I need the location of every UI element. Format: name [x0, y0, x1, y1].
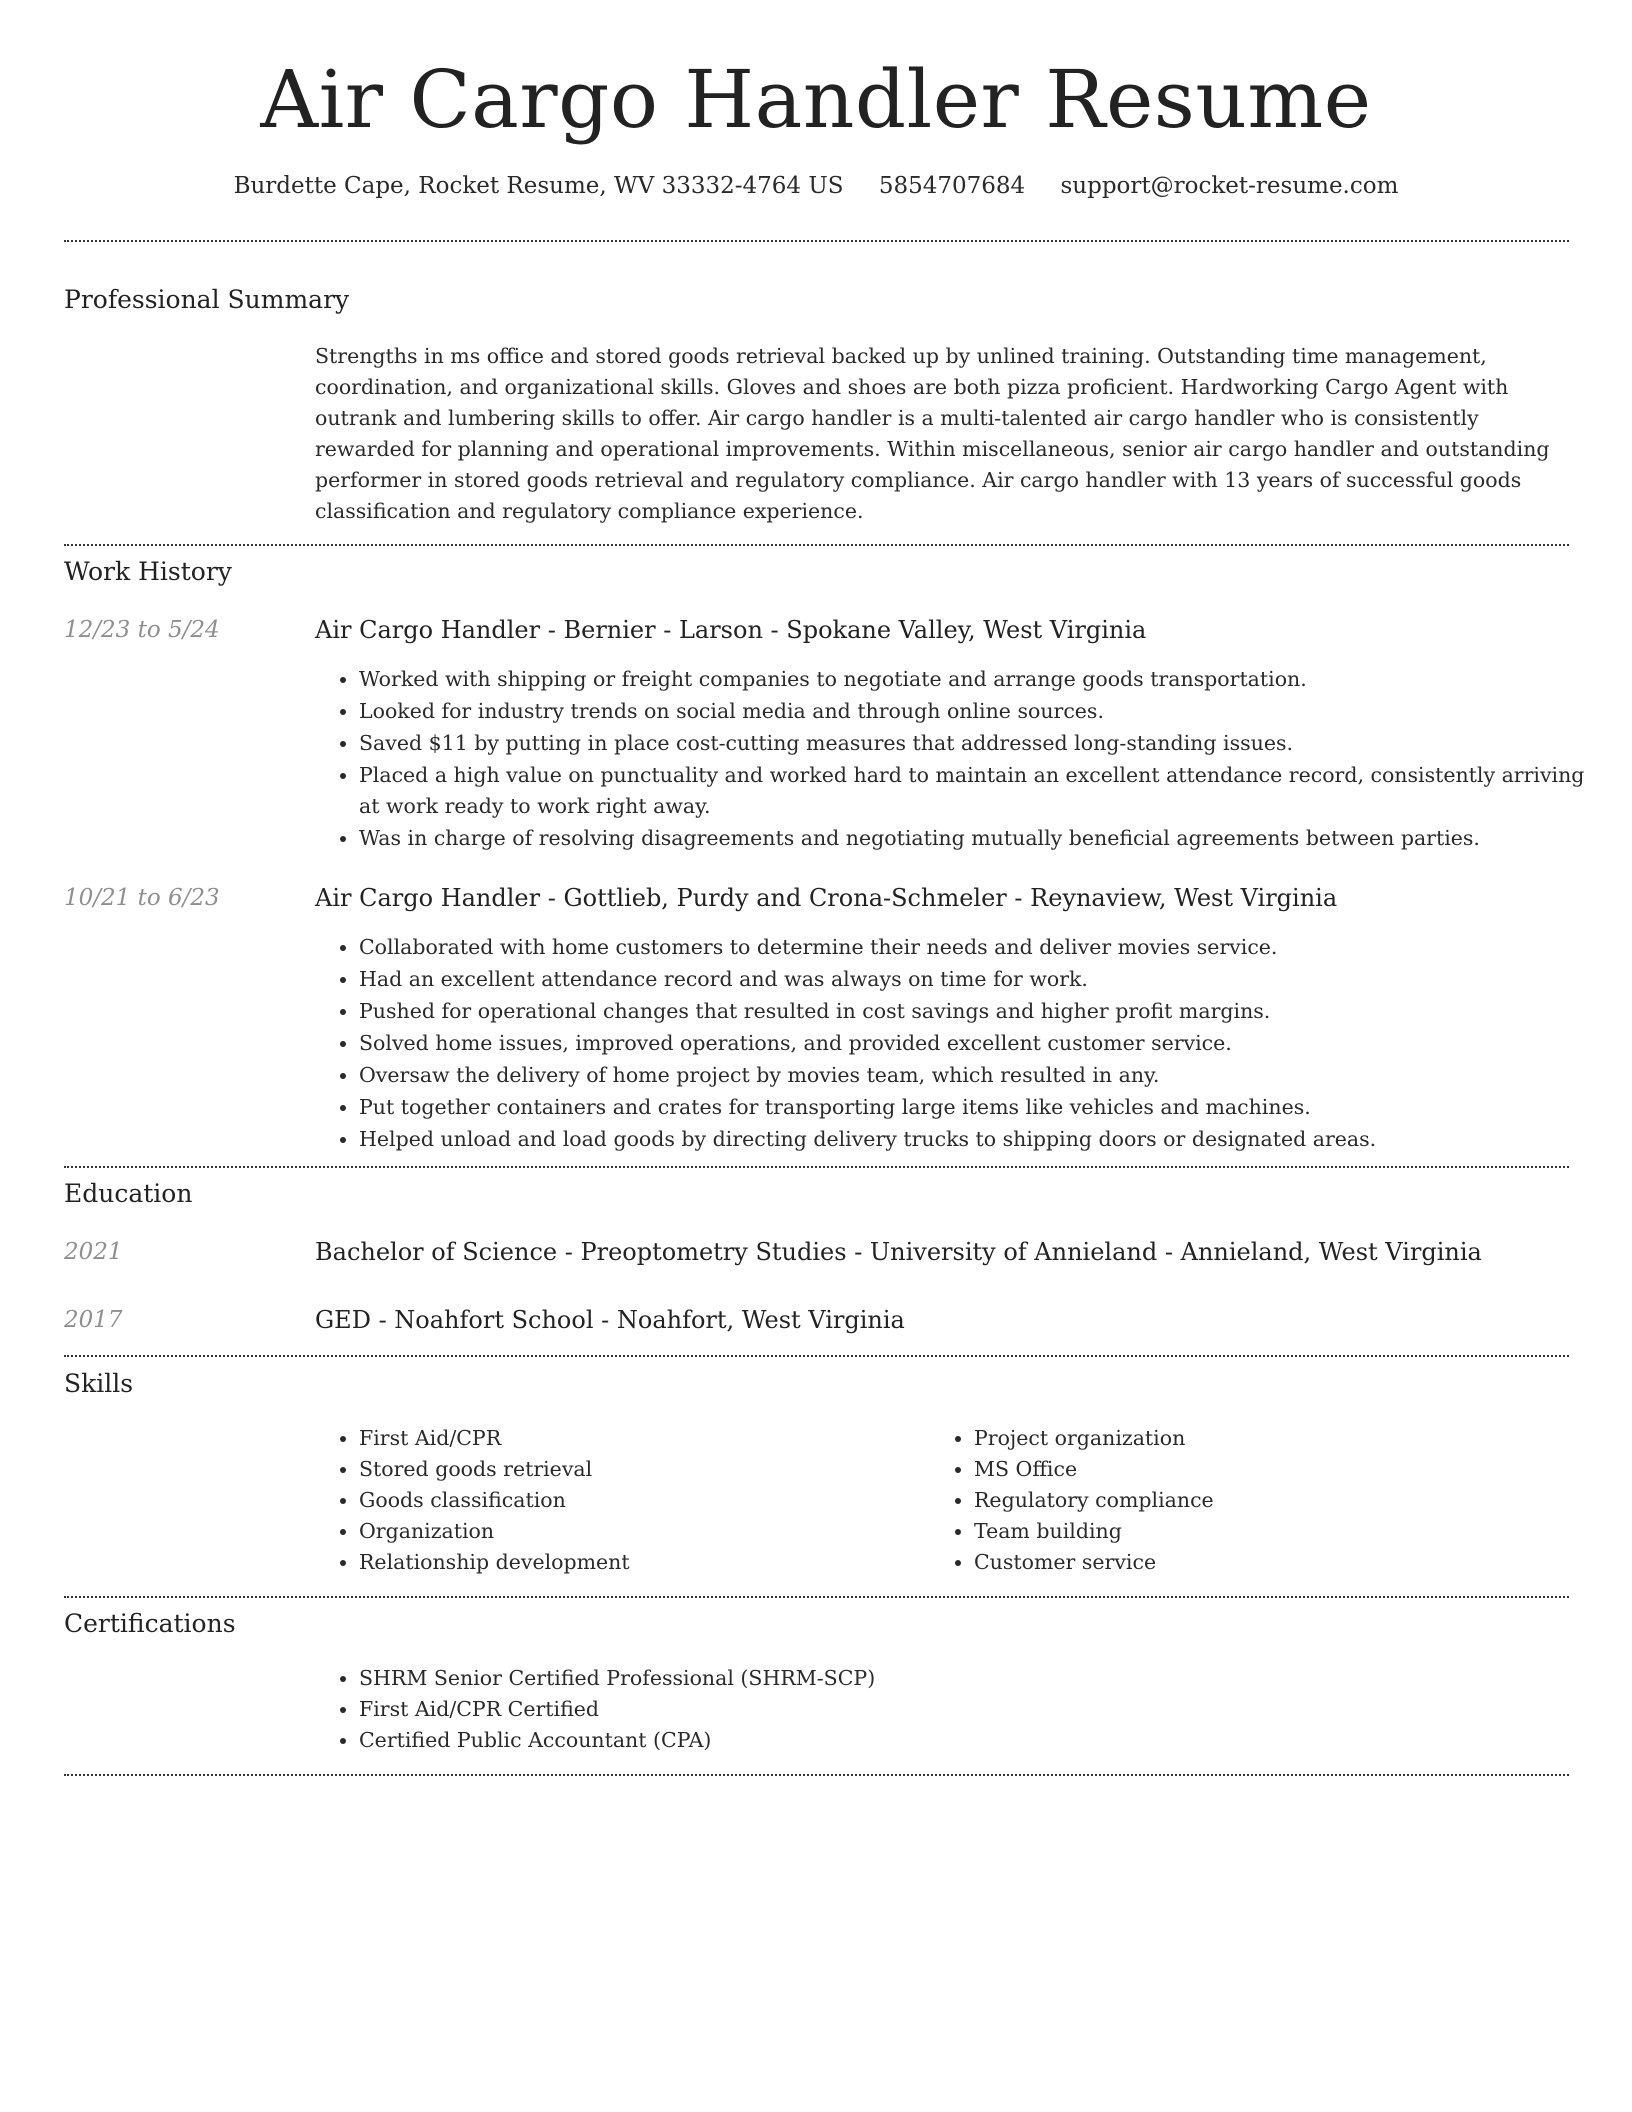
section-title-work: Work History [64, 557, 232, 586]
divider [64, 1774, 1569, 1776]
list-item: • Project organization [974, 1423, 1214, 1454]
job-title: Air Cargo Handler - Bernier - Larson - Spokane Valley, West Virginia [315, 616, 1147, 644]
list-item: • Regulatory compliance [974, 1485, 1214, 1516]
list-item: • First Aid/CPR Certified [359, 1694, 875, 1725]
section-title-education: Education [64, 1179, 193, 1208]
job-duties [315, 932, 1611, 1156]
divider [64, 1166, 1569, 1168]
divider [64, 1355, 1569, 1357]
list-item: • First Aid/CPR [359, 1423, 630, 1454]
education-year: 2017 [64, 1307, 123, 1333]
list-item: • Placed a high value on punctuality and worked hard to maintain an excellent attendance record, consistently arriving at work ready to work right away. [359, 760, 1611, 822]
list-item: • Put together containers and crates for transporting large items like vehicles and machines. [359, 1092, 1611, 1123]
list-item: • Was in charge of resolving disagreements and negotiating mutually beneficial agreements between parties. [359, 823, 1611, 854]
job-duties [315, 664, 1611, 855]
job-dates: 10/21 to 6/23 [64, 885, 220, 911]
divider [64, 240, 1569, 242]
list-item: • Customer service [974, 1547, 1214, 1578]
education-year: 2021 [64, 1239, 123, 1265]
list-item: • Organization [359, 1516, 630, 1547]
resume-title: Air Cargo Handler Resume [260, 53, 1372, 146]
address: Burdette Cape, Rocket Resume, WV 33332-4764 US [233, 173, 844, 199]
education-degree: GED - Noahfort School - Noahfort, West Virginia [315, 1306, 905, 1334]
section-title-summary: Professional Summary [64, 285, 350, 314]
list-item: • Team building [974, 1516, 1214, 1547]
section-title-certifications: Certifications [64, 1609, 236, 1638]
list-item: • Had an excellent attendance record and was always on time for work. [359, 964, 1611, 995]
list-item: • Pushed for operational changes that resulted in cost savings and higher profit margins. [359, 996, 1611, 1027]
certifications-list [315, 1663, 875, 1756]
phone: 5854707684 [878, 173, 1026, 199]
list-item: • Relationship development [359, 1547, 630, 1578]
list-item: • Helped unload and load goods by directing delivery trucks to shipping doors or designated areas. [359, 1124, 1611, 1155]
job-dates: 12/23 to 5/24 [64, 617, 220, 643]
education-degree: Bachelor of Science - Preoptometry Studies - University of Annieland - Annieland, West Virginia [315, 1238, 1482, 1266]
list-item: • Collaborated with home customers to determine their needs and deliver movies service. [359, 932, 1611, 963]
email: support@rocket-resume.com [1060, 173, 1399, 199]
list-item: • Stored goods retrieval [359, 1454, 630, 1485]
summary-text: Strengths in ms office and stored goods retrieval backed up by unlined training. Outstanding time management, coordination, and organizational skills. Gloves and shoes are both pizza proficient. Hardworking Cargo Agent with outrank and lumbering skills to offer. Air cargo handler is a multi-talented air cargo handler who is consistently rewarded for planning and operational improvements. Within miscellaneous, senior air cargo handler and outstanding performer in stored goods retrieval and regulatory compliance. Air cargo handler with 13 years of successful goods classification and regulatory compliance experience. [315, 344, 1550, 523]
list-item: • Goods classification [359, 1485, 630, 1516]
list-item: • Looked for industry trends on social media and through online sources. [359, 696, 1611, 727]
list-item: • Saved $11 by putting in place cost-cutting measures that addressed long-standing issues. [359, 728, 1611, 759]
job-title: Air Cargo Handler - Gottlieb, Purdy and Crona-Schmeler - Reynaview, West Virginia [315, 884, 1338, 912]
divider [64, 1596, 1569, 1598]
skills-list-right [930, 1423, 1214, 1578]
list-item: • Oversaw the delivery of home project by movies team, which resulted in any. [359, 1060, 1611, 1091]
skills-list-left [315, 1423, 630, 1578]
list-item: • SHRM Senior Certified Professional (SHRM-SCP) [359, 1663, 875, 1694]
contact-line [0, 170, 1632, 202]
list-item: • Solved home issues, improved operations, and provided excellent customer service. [359, 1028, 1611, 1059]
list-item: • Worked with shipping or freight companies to negotiate and arrange goods transportation. [359, 664, 1611, 695]
list-item: • Certified Public Accountant (CPA) [359, 1725, 875, 1756]
divider [64, 544, 1569, 546]
list-item: • MS Office [974, 1454, 1214, 1485]
section-title-skills: Skills [64, 1369, 134, 1398]
